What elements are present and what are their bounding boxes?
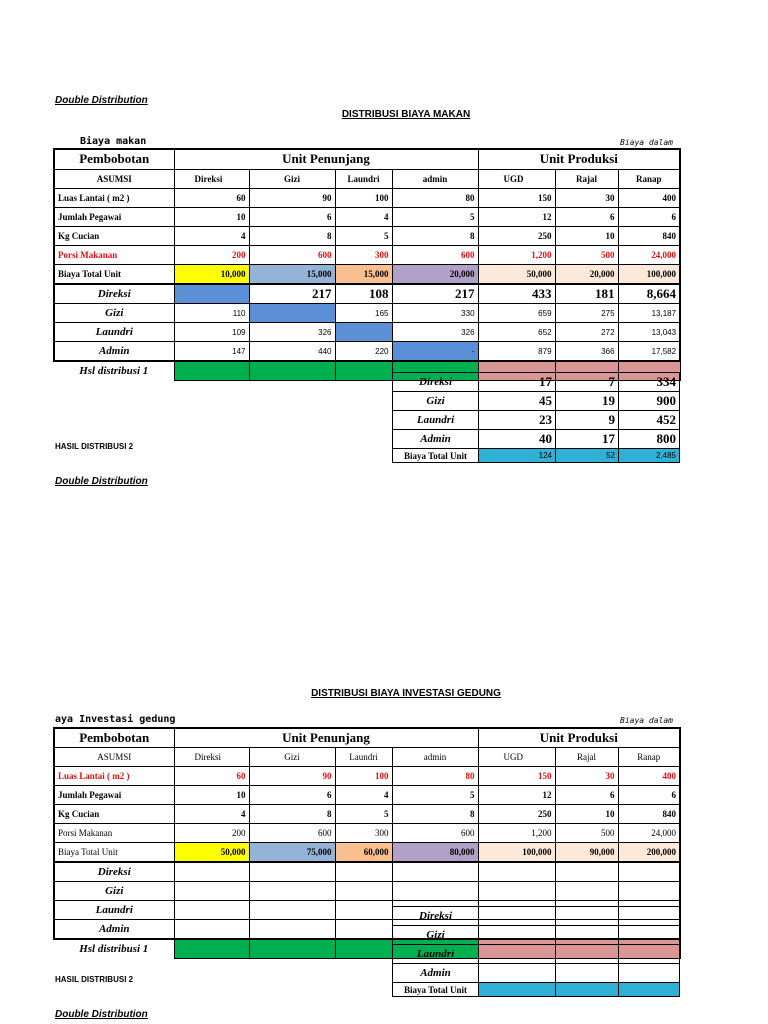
cell: 400 <box>618 767 680 786</box>
cell <box>555 862 618 882</box>
cell: 4 <box>174 226 249 245</box>
table-row <box>54 323 680 342</box>
table-row <box>54 805 680 824</box>
cell: 24,000 <box>618 824 680 843</box>
hasil-distribusi-2-label: HASIL DISTRIBUSI 2 <box>55 975 134 984</box>
cell: 400 <box>618 188 680 207</box>
cell: 330 <box>392 304 478 323</box>
cell <box>174 361 249 381</box>
table-row <box>54 882 680 901</box>
cell: 6 <box>618 786 680 805</box>
cell: 6 <box>555 207 618 226</box>
cell: 275 <box>555 304 618 323</box>
col-header: admin <box>392 169 478 188</box>
col-header: UGD <box>478 169 555 188</box>
cell <box>249 361 335 381</box>
hasil-distribusi-2-label: HASIL DISTRIBUSI 2 <box>55 442 134 451</box>
cell: 272 <box>555 323 618 342</box>
cell <box>479 964 556 983</box>
cell: 5 <box>335 226 392 245</box>
cell: 8 <box>392 805 478 824</box>
cell: 8 <box>249 805 335 824</box>
col-header: UGD <box>478 748 555 767</box>
cell <box>249 882 335 901</box>
table-row <box>54 767 680 786</box>
table-row <box>54 284 680 304</box>
cell: 900 <box>619 392 680 411</box>
cell: 150 <box>478 188 555 207</box>
cell: 124 <box>479 449 556 463</box>
cell: 17 <box>479 373 556 392</box>
cell: 217 <box>392 284 478 304</box>
table-row <box>54 245 680 264</box>
table-row <box>393 926 680 945</box>
cell: 50,000 <box>174 843 249 863</box>
cell: 23 <box>479 411 556 430</box>
table-row <box>393 964 680 983</box>
cell: 30 <box>555 188 618 207</box>
right-caption: Biaya dalam <box>620 138 673 147</box>
cell <box>335 901 392 920</box>
cell: 1,200 <box>478 245 555 264</box>
cell: 200 <box>174 824 249 843</box>
cell <box>556 926 619 945</box>
cell: 5 <box>335 805 392 824</box>
distribution-2-table-1 <box>392 372 680 463</box>
cell: 366 <box>555 342 618 362</box>
cell <box>556 907 619 926</box>
table-row <box>393 411 680 430</box>
cell: 2,485 <box>619 449 680 463</box>
row-label: Porsi Makanan <box>54 824 174 843</box>
row-label: Luas Lantai ( m2 ) <box>54 767 174 786</box>
cell: 250 <box>478 226 555 245</box>
table-row <box>54 824 680 843</box>
col-header: Ranap <box>618 169 680 188</box>
col-header: Ranap <box>618 748 680 767</box>
cell: 9 <box>556 411 619 430</box>
cell: 5 <box>392 786 478 805</box>
row-label: Direksi <box>393 907 479 926</box>
row-label: Admin <box>54 920 174 940</box>
cell: 90 <box>249 767 335 786</box>
row-label: Gizi <box>393 926 479 945</box>
left-caption: aya Investasi gedung <box>55 714 176 725</box>
row-label: Jumlah Pegawai <box>54 207 174 226</box>
cell: 6 <box>249 786 335 805</box>
cell: 12 <box>478 207 555 226</box>
left-caption: Biaya makan <box>80 136 147 147</box>
col-header: Laundri <box>335 748 392 767</box>
row-label: Biaya Total Unit <box>393 449 479 463</box>
right-caption: Biaya dalam <box>620 716 673 725</box>
table-row <box>393 983 680 997</box>
table-row <box>393 449 680 463</box>
row-label: Jumlah Pegawai <box>54 786 174 805</box>
cell: 80,000 <box>392 843 478 863</box>
table-row <box>54 207 680 226</box>
cell <box>249 901 335 920</box>
table-row <box>54 342 680 362</box>
row-label: Biaya Total Unit <box>54 264 174 284</box>
cell: 300 <box>335 245 392 264</box>
unit-penunjang-header: Unit Penunjang <box>174 149 478 169</box>
table-row <box>393 430 680 449</box>
cell <box>618 862 680 882</box>
cell: 24,000 <box>618 245 680 264</box>
row-label: Biaya Total Unit <box>393 983 479 997</box>
cell: 17,582 <box>618 342 680 362</box>
cell: 17 <box>556 430 619 449</box>
cell: 5 <box>392 207 478 226</box>
table-row <box>393 373 680 392</box>
cell: 659 <box>478 304 555 323</box>
cell <box>174 284 249 304</box>
table-row <box>54 226 680 245</box>
cell: 13,043 <box>618 323 680 342</box>
section-title: DISTRIBUSI BIAYA INVESTASI GEDUNG <box>311 688 501 699</box>
cell: 652 <box>478 323 555 342</box>
row-label: Biaya Total Unit <box>54 843 174 863</box>
col-header: Laundri <box>335 169 392 188</box>
cell: 500 <box>555 824 618 843</box>
cell: 6 <box>555 786 618 805</box>
cell <box>392 882 478 901</box>
cell: 90 <box>249 188 335 207</box>
cell <box>619 945 680 964</box>
col-header: Rajal <box>555 169 618 188</box>
cell <box>479 926 556 945</box>
cell <box>619 983 680 997</box>
cell: 6 <box>249 207 335 226</box>
col-header: Direksi <box>174 748 249 767</box>
col-header: admin <box>392 748 478 767</box>
cell: 334 <box>619 373 680 392</box>
cell: 600 <box>249 245 335 264</box>
cell: 600 <box>392 245 478 264</box>
row-label: Direksi <box>54 862 174 882</box>
cell <box>479 907 556 926</box>
cell <box>335 361 392 381</box>
cell <box>478 862 555 882</box>
cell <box>479 983 556 997</box>
cell: 8 <box>392 226 478 245</box>
cell: 440 <box>249 342 335 362</box>
cell: 452 <box>619 411 680 430</box>
unit-produksi-header: Unit Produksi <box>478 149 680 169</box>
row-label: Direksi <box>54 284 174 304</box>
table-row <box>393 945 680 964</box>
cell: 217 <box>249 284 335 304</box>
unit-penunjang-header: Unit Penunjang <box>174 728 478 748</box>
row-label: Luas Lantai ( m2 ) <box>54 188 174 207</box>
cell: 108 <box>335 284 392 304</box>
cell <box>174 939 249 959</box>
cell: 50,000 <box>478 264 555 284</box>
cell: 6 <box>618 207 680 226</box>
cell <box>174 901 249 920</box>
cell <box>249 939 335 959</box>
row-label: Gizi <box>54 882 174 901</box>
cell: 250 <box>478 805 555 824</box>
cell: 10,000 <box>174 264 249 284</box>
pembobotan-header: Pembobotan <box>54 149 174 169</box>
cell: 433 <box>478 284 555 304</box>
table-row <box>54 188 680 207</box>
cell: 10 <box>555 226 618 245</box>
row-label: Gizi <box>393 392 479 411</box>
cell <box>619 964 680 983</box>
cell: 4 <box>174 805 249 824</box>
cell: 52 <box>556 449 619 463</box>
cell: 840 <box>618 226 680 245</box>
cell: 8,664 <box>618 284 680 304</box>
cell: 75,000 <box>249 843 335 863</box>
cell: 1,200 <box>478 824 555 843</box>
cell <box>619 926 680 945</box>
row-label: Kg Cucian <box>54 226 174 245</box>
cell: 500 <box>555 245 618 264</box>
table-row <box>393 392 680 411</box>
cell <box>174 920 249 940</box>
cell: 20,000 <box>555 264 618 284</box>
asumsi-header: ASUMSI <box>54 748 174 767</box>
double-distribution-label: Double Distribution <box>55 476 148 487</box>
cell <box>556 983 619 997</box>
cell: 90,000 <box>555 843 618 863</box>
cell: 4 <box>335 786 392 805</box>
cell: 600 <box>392 824 478 843</box>
cell: 8 <box>249 226 335 245</box>
cell: 165 <box>335 304 392 323</box>
cell: 147 <box>174 342 249 362</box>
cell <box>335 862 392 882</box>
cell: 220 <box>335 342 392 362</box>
cell <box>249 920 335 940</box>
double-distribution-label: Double Distribution <box>55 95 148 106</box>
cell: 109 <box>174 323 249 342</box>
cell <box>335 920 392 940</box>
cell: 40 <box>479 430 556 449</box>
cell <box>556 964 619 983</box>
cell: 30 <box>555 767 618 786</box>
row-label: Laundri <box>54 323 174 342</box>
cell: 600 <box>249 824 335 843</box>
cell <box>478 882 555 901</box>
cell: 19 <box>556 392 619 411</box>
col-header: Direksi <box>174 169 249 188</box>
cell: 80 <box>392 767 478 786</box>
cell: 100 <box>335 188 392 207</box>
cell: 150 <box>478 767 555 786</box>
row-label: Kg Cucian <box>54 805 174 824</box>
distribution-2-table-2 <box>392 906 680 997</box>
cell: 10 <box>174 786 249 805</box>
row-label: Laundri <box>393 945 479 964</box>
cell <box>619 907 680 926</box>
table-row <box>54 862 680 882</box>
row-label: Porsi Makanan <box>54 245 174 264</box>
cell: 10 <box>174 207 249 226</box>
cell: 15,000 <box>249 264 335 284</box>
cell: 12 <box>478 786 555 805</box>
cell: 80 <box>392 188 478 207</box>
cell <box>555 882 618 901</box>
cell: 840 <box>618 805 680 824</box>
cell <box>249 862 335 882</box>
row-label: Admin <box>54 342 174 362</box>
unit-produksi-header: Unit Produksi <box>478 728 680 748</box>
cell <box>335 323 392 342</box>
cell: 181 <box>555 284 618 304</box>
cell: 300 <box>335 824 392 843</box>
table-row <box>54 786 680 805</box>
section-title: DISTRIBUSI BIAYA MAKAN <box>341 109 471 120</box>
row-label: Admin <box>393 964 479 983</box>
row-label: Laundri <box>393 411 479 430</box>
cell: 60,000 <box>335 843 392 863</box>
row-label: Laundri <box>54 901 174 920</box>
pembobotan-header: Pembobotan <box>54 728 174 748</box>
cell <box>174 882 249 901</box>
col-header: Gizi <box>249 748 335 767</box>
cell: - <box>392 342 478 362</box>
table-row <box>54 264 680 284</box>
cell: 60 <box>174 767 249 786</box>
cell: 45 <box>479 392 556 411</box>
cell: 200 <box>174 245 249 264</box>
table-row <box>54 843 680 863</box>
cell: 60 <box>174 188 249 207</box>
cell <box>392 862 478 882</box>
row-label: Hsl distribusi 1 <box>79 943 149 956</box>
asumsi-header: ASUMSI <box>54 169 174 188</box>
cell <box>479 945 556 964</box>
cell: 13,187 <box>618 304 680 323</box>
cell: 7 <box>556 373 619 392</box>
cell: 800 <box>619 430 680 449</box>
cell: 4 <box>335 207 392 226</box>
cell: 20,000 <box>392 264 478 284</box>
cell: 200,000 <box>618 843 680 863</box>
cell: 100,000 <box>618 264 680 284</box>
cell: 879 <box>478 342 555 362</box>
cell: 110 <box>174 304 249 323</box>
cell: 100,000 <box>478 843 555 863</box>
table-row <box>54 304 680 323</box>
cell <box>249 304 335 323</box>
cell <box>335 939 392 959</box>
col-header: Rajal <box>555 748 618 767</box>
cell: 15,000 <box>335 264 392 284</box>
double-distribution-label: Double Distribution <box>55 1009 148 1020</box>
table-row <box>393 907 680 926</box>
cell: 326 <box>249 323 335 342</box>
cell: 326 <box>392 323 478 342</box>
cell <box>174 862 249 882</box>
row-label: Hsl distribusi 1 <box>79 365 149 378</box>
row-label: Gizi <box>54 304 174 323</box>
cell <box>556 945 619 964</box>
row-label: Admin <box>393 430 479 449</box>
col-header: Gizi <box>249 169 335 188</box>
cell <box>618 882 680 901</box>
cell <box>335 882 392 901</box>
row-label: Direksi <box>393 373 479 392</box>
cell: 100 <box>335 767 392 786</box>
distribution-table-1 <box>53 148 681 381</box>
cell: 10 <box>555 805 618 824</box>
